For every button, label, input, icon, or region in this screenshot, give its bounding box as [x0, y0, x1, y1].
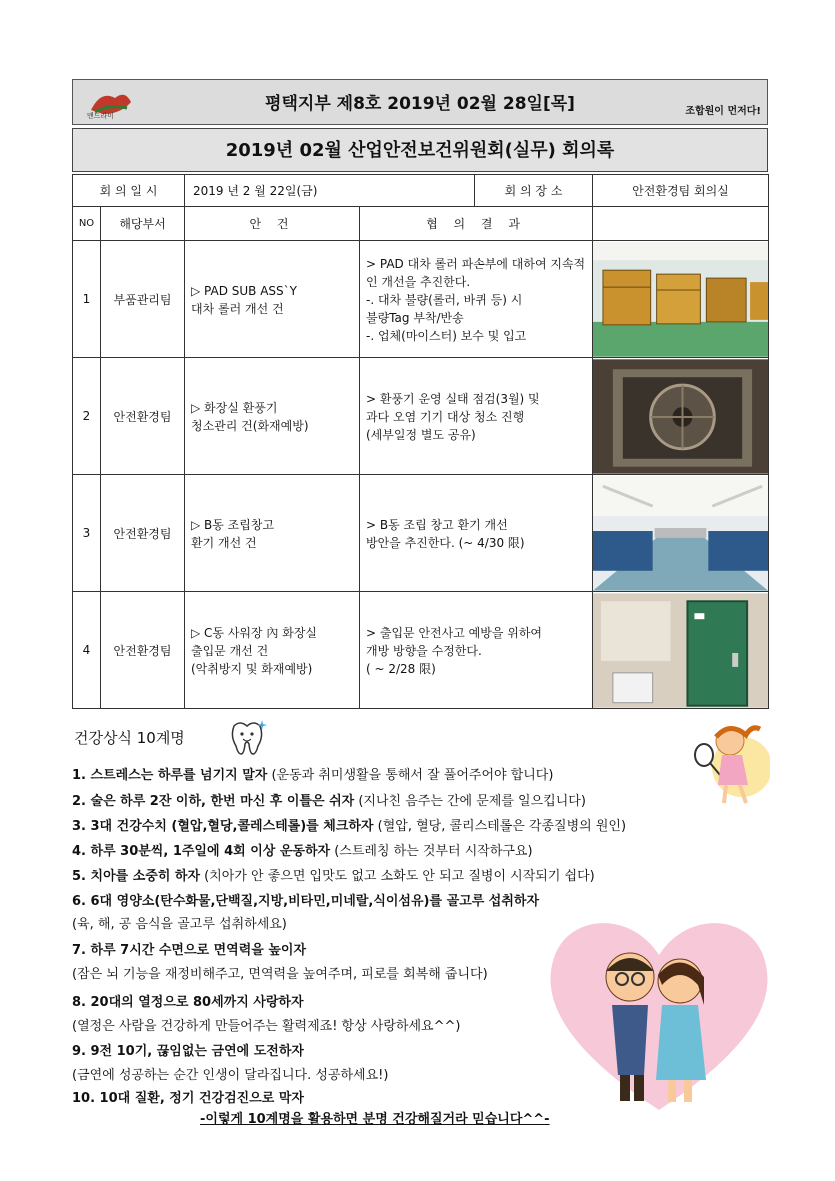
col-result: 협 의 결 과 [360, 207, 593, 241]
row-result: > PAD 대차 롤러 파손부에 대하여 지속적인 개선을 추진한다. -. 대차 불량(롤러, 바퀴 등) 시 불량Tag 부착/반송 -. 업체(마이스터) 보수 및 입고 [366, 257, 586, 343]
health-tip [72, 815, 626, 834]
health-tip [72, 913, 287, 932]
row-result: > 환풍기 운영 실태 점검(3월) 및 과다 오염 기기 대상 청소 진행 (세부일정 별도 공유) [366, 392, 540, 442]
tip-main: 2. 술은 하루 2잔 이하, 한번 마신 후 이틀은 쉬자 [72, 794, 355, 809]
tip-main: 1. 스트레스는 하루를 넘기지 말자 [72, 768, 268, 783]
health-tip [72, 991, 304, 1010]
health-tip [72, 1064, 388, 1083]
row-result: > B동 조립 창고 환기 개선 방안을 추진한다. (~ 4/30 限) [366, 518, 525, 550]
tip-main: 10. 10대 질환, 정기 건강검진으로 막자 [72, 1091, 304, 1106]
row-result: > 출입문 안전사고 예방을 위하여 개방 방향을 수정한다. ( ~ 2/28 限) [366, 626, 543, 676]
photo-assembly-warehouse [593, 476, 768, 591]
photo-restroom-door [593, 593, 768, 708]
health-tip [72, 865, 595, 884]
table-row [73, 475, 769, 592]
row-agenda: ▷ C동 사워장 內 화장실 출입문 개선 건 (악취방지 및 화재예방) [191, 626, 318, 676]
svg-text:맨드라미: 맨드라미 [87, 112, 115, 120]
row-dept: 안전환경팀 [101, 592, 185, 709]
col-agenda: 안 건 [185, 207, 360, 241]
health-tip [72, 963, 488, 982]
row-no: 1 [73, 241, 101, 358]
tooth-icon [226, 718, 268, 758]
tip-note: (스트레칭 하는 것부터 시작하구요) [330, 844, 533, 859]
table-row [73, 592, 769, 709]
row-no: 2 [73, 358, 101, 475]
tip-main: 9. 9전 10기, 끊임없는 금연에 도전하자 [72, 1044, 304, 1059]
slogan: 조합원이 먼저다! [685, 106, 761, 117]
row-no: 3 [73, 475, 101, 592]
health-section-title: 건강상식 10계명 [74, 729, 185, 747]
tip-note: (운동과 취미생활을 통해서 잘 풀어주어야 합니다) [267, 768, 554, 783]
table-row [73, 358, 769, 475]
health-tip [72, 890, 539, 909]
tip-note: (금연에 성공하는 순간 인생이 달라집니다. 성공하세요!) [72, 1068, 389, 1083]
table-header-row [73, 207, 769, 241]
tip-note: (열정은 사람을 건강하게 만들어주는 활력제죠! 항상 사랑하세요^^) [72, 1019, 461, 1034]
tennis-girl-icon [690, 715, 770, 805]
health-tip [72, 840, 533, 859]
row-dept: 안전환경팀 [101, 358, 185, 475]
health-tip [72, 764, 553, 783]
health-tip [72, 1087, 304, 1106]
place-label: 회 의 장 소 [475, 175, 593, 207]
minutes-table [72, 174, 769, 709]
newsletter-header [72, 79, 768, 125]
row-dept: 부품관리팀 [101, 241, 185, 358]
col-no: NO [73, 207, 101, 241]
photo-parts-carts [593, 242, 768, 357]
tip-note: (치아가 안 좋으면 입맛도 없고 소화도 안 되고 질병이 시작되기 쉽다) [200, 869, 595, 884]
table-row [73, 241, 769, 358]
row-dept: 안전환경팀 [101, 475, 185, 592]
heart-couple-icon [540, 905, 778, 1117]
health-tip [72, 939, 306, 958]
health-tip [72, 1040, 304, 1059]
tip-main: 6. 6대 영양소(탄수화물,단백질,지방,비타민,미네랄,식이섬유)를 골고루 섭취하자 [72, 894, 540, 909]
tip-note: (지나친 음주는 간에 문제를 일으킵니다) [354, 794, 586, 809]
col-dept: 해당부서 [101, 207, 185, 241]
health-tip [72, 790, 586, 809]
tip-main: 7. 하루 7시간 수면으로 면역력을 높이자 [72, 943, 307, 958]
row-agenda: ▷ 화장실 환풍기 청소관리 건(화재예방) [191, 401, 309, 433]
closing-message: -이렇게 10계명을 활용하면 분명 건강해질거라 믿습니다^^- [200, 1112, 550, 1127]
tip-main: 4. 하루 30분씩, 1주일에 4회 이상 운동하자 [72, 844, 331, 859]
meeting-info-row [73, 175, 769, 207]
tip-main: 8. 20대의 열정으로 80세까지 사랑하자 [72, 995, 304, 1010]
newsletter-title: 평택지부 제8호 2019년 02월 28일[목] [265, 94, 575, 114]
tip-note: (육, 해, 공 음식을 골고루 섭취하세요) [72, 917, 287, 932]
tip-note: (잠은 뇌 기능을 재정비해주고, 면역력을 높여주며, 피로를 회복해 줍니다) [72, 967, 488, 982]
date-value: 2019 년 2 월 22일(금) [185, 175, 475, 207]
health-tip [72, 1015, 460, 1034]
date-label: 회 의 일 시 [73, 175, 185, 207]
row-agenda: ▷ B동 조립창고 환기 개선 건 [191, 518, 275, 550]
document-title: 2019년 02월 산업안전보건위원회(실무) 회의록 [72, 128, 768, 172]
tip-note: (혈압, 혈당, 콜리스테롤은 각종질병의 원인) [373, 819, 627, 834]
row-no: 4 [73, 592, 101, 709]
photo-ventilation-fan [593, 359, 768, 474]
row-agenda: ▷ PAD SUB ASS`Y 대차 롤러 개선 건 [191, 284, 297, 316]
tip-main: 5. 치아를 소중히 하자 [72, 869, 201, 884]
place-value: 안전환경팀 회의실 [593, 175, 769, 207]
tip-main: 3. 3대 건강수치 (혈압,혈당,콜레스테롤)를 체크하자 [72, 819, 374, 834]
